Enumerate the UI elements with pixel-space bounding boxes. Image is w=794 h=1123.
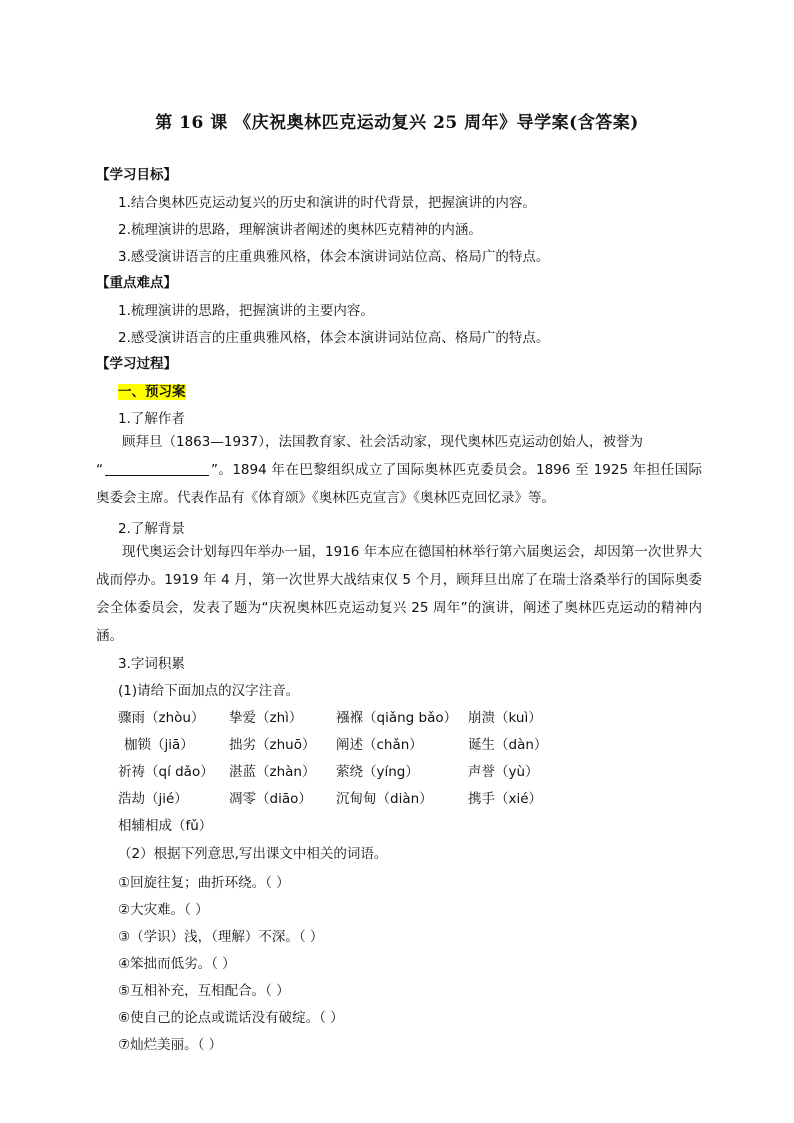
author-heading: 1.了解作者 — [118, 411, 185, 427]
question-2-item: ③（学识）浅，（理解）不深。（ ） — [118, 929, 324, 945]
pinyin-item: 浩劫（jié） — [118, 791, 188, 807]
pinyin-item: 拙劣（zhuō） — [229, 737, 316, 753]
author-paragraph — [96, 428, 702, 456]
goals-heading: 【学习目标】 — [96, 167, 177, 183]
fill-blank[interactable] — [105, 461, 209, 476]
question-2: （2）根据下列意思,写出课文中相关的词语。 — [118, 846, 388, 862]
pinyin-item: 挚爱（zhì） — [229, 710, 303, 726]
key-item: 2.感受演讲语言的庄重典雅风格，体会本演讲词站位高、格局广的特点。 — [118, 330, 550, 346]
pinyin-item: 携手（xié） — [468, 791, 543, 807]
preview-heading: 一、预习案 — [118, 384, 186, 400]
words-heading: 3.字词积累 — [118, 656, 185, 672]
pinyin-item-extra: 相辅相成（fǔ） — [118, 818, 213, 834]
question-2-item: ④笨拙而低劣。（ ） — [118, 956, 236, 972]
pinyin-item: 襁褓（qiǎng bǎo） — [336, 710, 458, 726]
pinyin-item: 萦绕（yíng） — [336, 764, 419, 780]
author-paragraph-2 — [96, 456, 702, 512]
pinyin-item: 沉甸甸（diàn） — [336, 791, 433, 807]
goal-item: 2.梳理演讲的思路，理解演讲者阐述的奥林匹克精神的内涵。 — [118, 222, 482, 238]
author-text-2: ”。1894 年在巴黎组织成立了国际奥林匹克委员会。1896 至 1925 年担任国际奥委会主席。代表作品有《体育颂》《奥林匹克宣言》《奥林匹克回忆录》等。 — [96, 462, 702, 506]
pinyin-item: 枷锁（jiā） — [124, 737, 194, 753]
pinyin-item: 诞生（dàn） — [468, 737, 548, 753]
question-1: (1)请给下面加点的汉字注音。 — [118, 683, 300, 699]
page-title: 第 16 课 《庆祝奥林匹克运动复兴 25 周年》导学案(含答案) — [155, 113, 639, 133]
pinyin-item: 祈祷（qí dǎo） — [118, 764, 214, 780]
pinyin-item: 声誉（yù） — [468, 764, 539, 780]
pinyin-item: 凋零（diāo） — [229, 791, 312, 807]
question-2-item: ⑥使自己的论点或谎话没有破绽。（ ） — [118, 1010, 344, 1026]
pinyin-item: 湛蓝（zhàn） — [229, 764, 316, 780]
pinyin-item: 骤雨（zhòu） — [118, 710, 205, 726]
question-2-item: ⑦灿烂美丽。（ ） — [118, 1037, 223, 1053]
background-heading: 2.了解背景 — [118, 521, 185, 537]
author-text-1: 顾拜旦（1863—1937），法国教育家、社会活动家，现代奥林匹克运动创始人，被誉为 — [122, 434, 643, 450]
process-heading: 【学习过程】 — [96, 356, 177, 372]
pinyin-item: 阐述（chǎn） — [336, 737, 423, 753]
key-item: 1.梳理演讲的思路，把握演讲的主要内容。 — [118, 303, 374, 319]
key-heading: 【重点难点】 — [96, 275, 177, 291]
background-paragraph: 现代奥运会计划每四年举办一届，1916 年本应在德国柏林举行第六届奥运会，却因第一次世界大战而停办。1919 年 4 月，第一次世界大战结束仅 5 个月，顾拜旦出席了在瑞士洛桑举行的国际奥委会全体委员会，发表了题为“庆祝奥林匹克运动复兴 25 周年”的演讲，阐述了奥林匹克运动的精神内涵。 — [96, 544, 702, 644]
question-2-item: ①回旋往复；曲折环绕。（ ） — [118, 875, 290, 891]
goal-item: 1.结合奥林匹克运动复兴的历史和演讲的时代背景，把握演讲的内容。 — [118, 195, 536, 211]
question-2-item: ⑤互相补充，互相配合。（ ） — [118, 983, 290, 999]
question-2-item: ②大灾难。（ ） — [118, 902, 209, 918]
goal-item: 3.感受演讲语言的庄重典雅风格，体会本演讲词站位高、格局广的特点。 — [118, 249, 550, 265]
pinyin-item: 崩溃（kuì） — [468, 710, 542, 726]
author-quote-open: “ — [96, 462, 103, 478]
